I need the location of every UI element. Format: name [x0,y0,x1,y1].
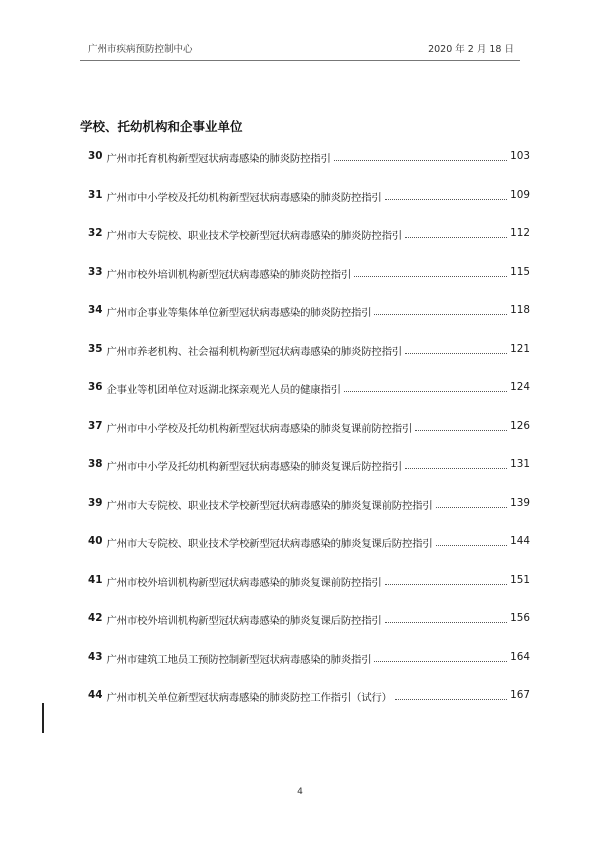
toc-entry-title: 企事业等机团单位对返湖北探亲观光人员的健康指引 [106,384,341,396]
dot-leader [385,612,508,623]
page-number: 4 [297,787,303,797]
dot-leader [385,189,508,200]
toc-entry-page: 121 [510,342,530,355]
dot-leader [344,381,507,392]
header-organization: 广州市疾病预防控制中心 [88,44,193,55]
toc-entry-number: 37 [88,419,103,432]
toc-entry-title: 广州市校外培训机构新型冠状病毒感染的肺炎复课后防控指引 [106,615,382,627]
toc-entry[interactable] [88,227,530,266]
dot-leader [374,304,507,315]
toc-entry-page: 164 [510,650,530,663]
header-date: 2020 年 2 月 18 日 [428,44,514,55]
dot-leader [405,458,507,469]
toc-entry-page: 144 [510,535,530,547]
dot-leader [415,420,507,431]
toc-entry-number: 33 [88,265,103,278]
toc-entry-number: 34 [88,304,103,316]
toc-entry-page: 118 [510,304,530,316]
toc-entry-page: 131 [510,458,530,470]
margin-mark [42,703,44,733]
toc-entry-number: 44 [88,689,103,701]
toc-entry-page: 156 [510,612,530,624]
toc-entry[interactable] [88,381,530,420]
toc-entry[interactable] [88,420,530,459]
toc-entry-title: 广州市建筑工地员工预防控制新型冠状病毒感染的肺炎指引 [106,653,372,666]
toc-entry-title: 广州市中小学校及托幼机构新型冠状病毒感染的肺炎复课前防控指引 [106,422,413,435]
toc-entry-page: 126 [510,419,530,432]
toc-entry-title: 广州市养老机构、社会福利机构新型冠状病毒感染的肺炎防控指引 [106,345,402,358]
toc-entry[interactable] [88,343,530,382]
toc-entry[interactable] [88,651,530,690]
dot-leader [436,497,508,508]
toc-entry-title: 广州市大专院校、职业技术学校新型冠状病毒感染的肺炎防控指引 [106,230,402,242]
dot-leader [374,651,507,662]
dot-leader [354,266,507,277]
toc-entry-title: 广州市大专院校、职业技术学校新型冠状病毒感染的肺炎复课后防控指引 [106,538,433,550]
toc-entry[interactable] [88,612,530,651]
toc-entry[interactable] [88,689,530,728]
toc-entry[interactable] [88,304,530,343]
dot-leader [385,574,508,585]
toc-entry-title: 广州市大专院校、职业技术学校新型冠状病毒感染的肺炎复课前防控指引 [106,499,433,512]
toc-entry-page: 112 [510,227,530,239]
toc-entry-page: 151 [510,573,530,586]
toc-entry-page: 167 [510,689,530,701]
toc-entry-number: 40 [88,535,103,547]
toc-entry-page: 103 [510,150,530,162]
toc-entry-page: 124 [510,381,530,393]
dot-leader [405,227,507,238]
dot-leader [395,689,507,700]
toc-entry-number: 35 [88,342,103,355]
toc-entry-number: 31 [88,188,103,201]
toc-entry-number: 43 [88,650,103,663]
toc-entry-title: 广州市企事业等集体单位新型冠状病毒感染的肺炎防控指引 [106,307,372,319]
toc-entry-number: 38 [88,458,103,470]
toc-entry-number: 42 [88,612,103,624]
toc-entry[interactable] [88,150,530,189]
toc-entry[interactable] [88,189,530,228]
section-title: 学校、托幼机构和企事业单位 [80,119,243,134]
toc-entry-number: 41 [88,573,103,586]
toc-entry-number: 39 [88,496,103,509]
toc-entry-title: 广州市托育机构新型冠状病毒感染的肺炎防控指引 [106,153,331,165]
toc-entry-title: 广州市中小学校及托幼机构新型冠状病毒感染的肺炎防控指引 [106,191,382,204]
toc-entry[interactable] [88,574,530,613]
toc-entry-title: 广州市校外培训机构新型冠状病毒感染的肺炎防控指引 [106,268,352,281]
toc-entry-number: 30 [88,150,103,162]
toc-entry-page: 115 [510,265,530,278]
toc-entry-title: 广州市校外培训机构新型冠状病毒感染的肺炎复课前防控指引 [106,576,382,589]
header-divider [80,60,520,61]
toc-entry-number: 36 [88,381,103,393]
toc-entry-page: 139 [510,496,530,509]
toc-entry-number: 32 [88,227,103,239]
dot-leader [436,535,508,546]
toc-entry-title: 广州市机关单位新型冠状病毒感染的肺炎防控工作指引（试行） [106,692,392,704]
toc-entry[interactable] [88,458,530,497]
toc-entry[interactable] [88,535,530,574]
toc-entry-title: 广州市中小学及托幼机构新型冠状病毒感染的肺炎复课后防控指引 [106,461,402,473]
toc-entry[interactable] [88,266,530,305]
dot-leader [405,343,507,354]
dot-leader [334,150,507,161]
page-header [80,41,520,61]
toc-entry[interactable] [88,497,530,536]
toc-entry-page: 109 [510,188,530,201]
table-of-contents [88,150,530,728]
